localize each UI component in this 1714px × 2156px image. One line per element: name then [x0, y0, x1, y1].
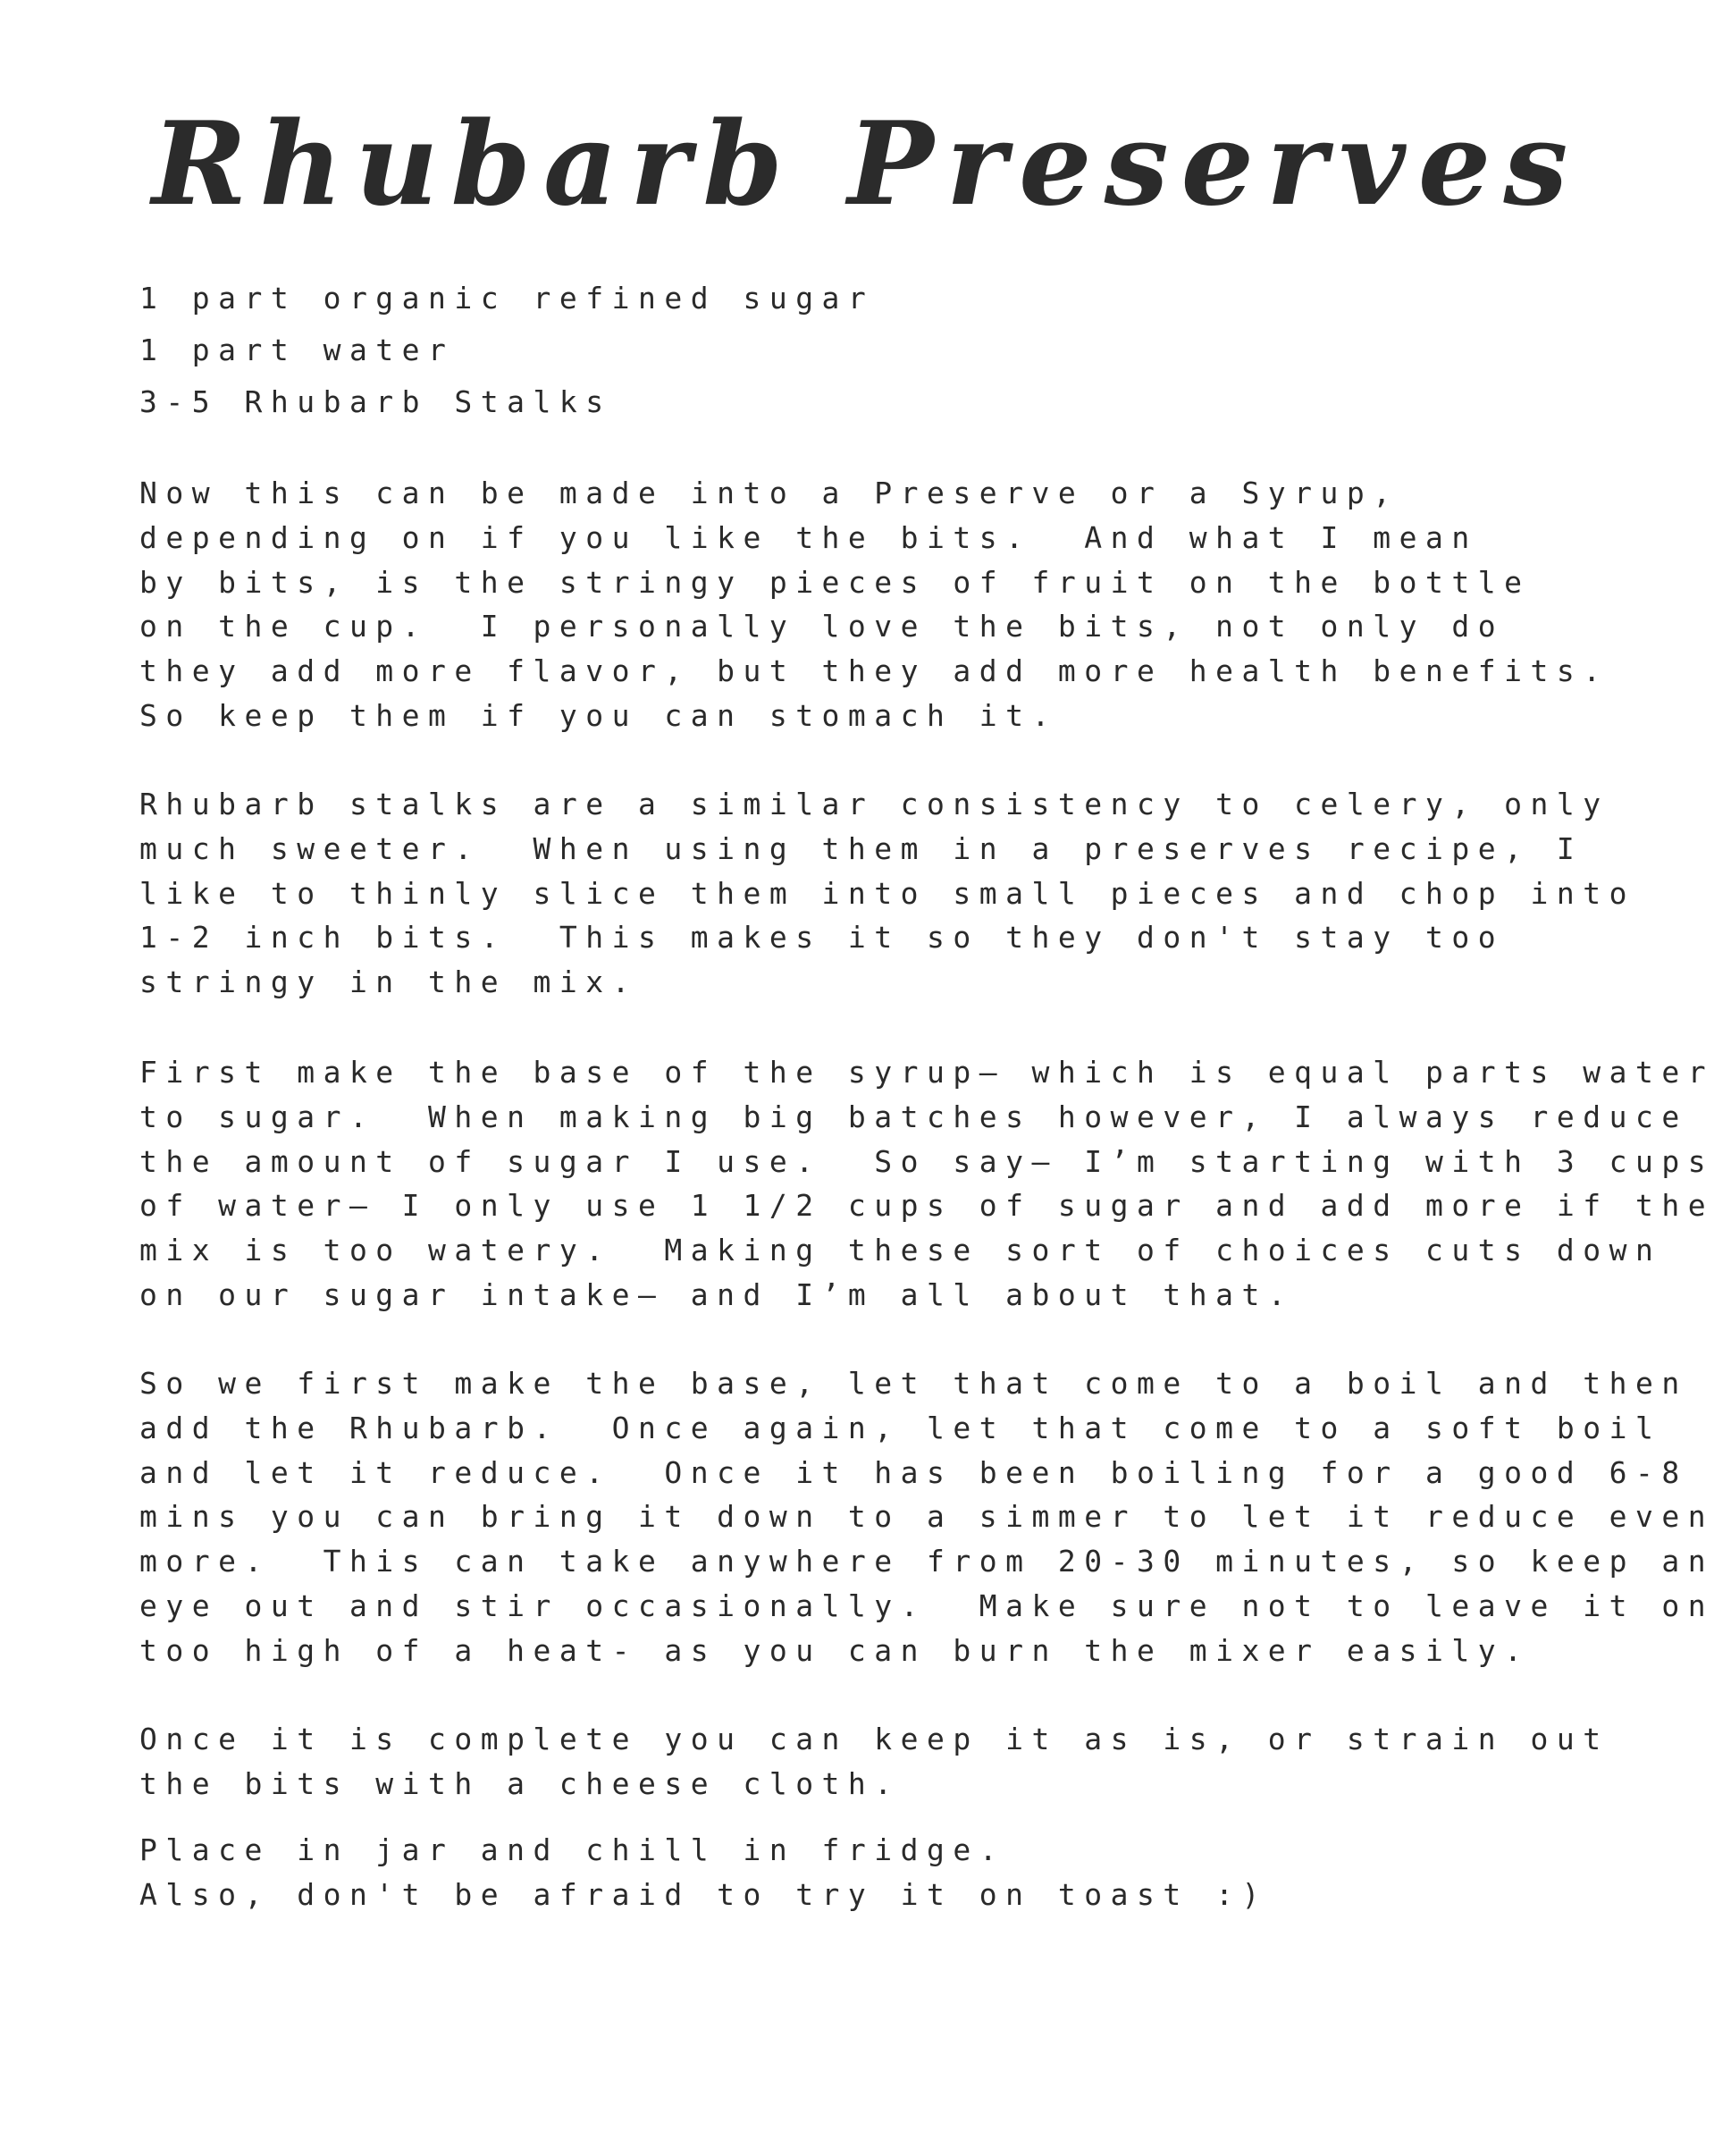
ingredient-item: 1 part water	[139, 333, 455, 367]
paragraph-cooking-steps: So we first make the base, let that come to a boil and then add the Rhubarb. Once again, let that come to a soft boil and let it reduce. Once it has been boiling for a good 6-8 mins you can bring it down to a simmer to let it reduce even more. This can take anywhere from 20-30 minutes, so keep an eye out and stir occasionally. Make sure not to leave it on too high of a heat- as you can burn the mixer easily.	[139, 1366, 1714, 1668]
paragraph-preserve-or-syrup: Now this can be made into a Preserve or a Syrup, depending on if you like the bits. And what I mean by bits, is the stringy pieces of fruit on the bottle on the cup. I personally love the bits, not only do they add more flavor, but they add more health benefits. So keep them if you can stomach it.	[139, 476, 1609, 733]
paragraph-serving: Place in jar and chill in fridge. Also, don't be afraid to try it on toast :)	[139, 1832, 1268, 1912]
recipe-title: Rhubarb Preserves	[152, 97, 1581, 232]
ingredient-list	[139, 273, 874, 428]
paragraph-rhubarb-stalks: Rhubarb stalks are a similar consistency to celery, only much sweeter. When using them in a preserves recipe, I like to thinly slice them into small pieces and chop into 1-2 inch bits. This makes it so they don't stay too stringy in the mix.	[139, 787, 1635, 1000]
ingredient-item: 1 part organic refined sugar	[139, 281, 875, 316]
paragraph-straining: Once it is complete you can keep it as is, or strain out the bits with a cheese cloth.	[139, 1722, 1609, 1801]
paragraph-syrup-base: First make the base of the syrup— which is equal parts water to sugar. When making big batches however, I always reduce the amount of sugar I use. So say— I’m starting with 3 cups of water— I only use 1 1/2 cups of sugar and add more if the mix is too watery. Making these sort of choices cuts down on our sugar intake— and I’m all about that.	[139, 1055, 1714, 1312]
ingredient-item: 3-5 Rhubarb Stalks	[139, 384, 612, 419]
